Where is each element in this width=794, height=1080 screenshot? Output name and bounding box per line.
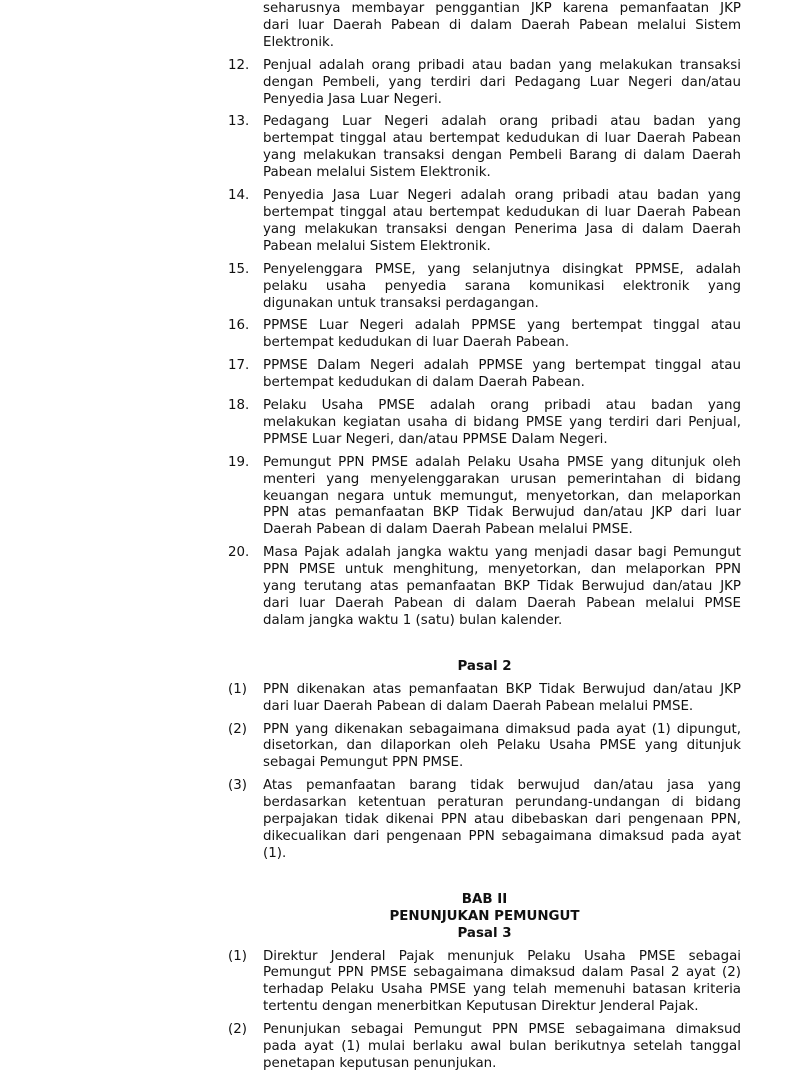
- text-line: Elektronik.: [263, 34, 335, 50]
- item-text: [263, 722, 741, 773]
- text-line: Penyedia Jasa Luar Negeri.: [263, 91, 442, 107]
- item-number: (3): [228, 778, 247, 794]
- item-number: 18.: [228, 398, 250, 414]
- item-number: (1): [228, 948, 247, 964]
- item-text: [263, 682, 741, 716]
- text-line: dari luar Daerah Pabean di dalam Daerah Pabean melalui Sistem: [263, 17, 741, 33]
- item-number: 16.: [228, 318, 250, 334]
- item-number: [228, 1, 263, 52]
- item-text: [263, 1022, 741, 1073]
- list-item: [228, 949, 741, 1017]
- text-line: disetorkan, dan dilaporkan oleh Pelaku Usaha PMSE yang ditunjuk: [263, 738, 741, 754]
- heading-line: PENUNJUKAN PEMUNGUT: [389, 908, 580, 924]
- text-line: bertempat tinggal atau bertempat kedudukan di luar Daerah Pabean: [263, 204, 741, 220]
- text-line: yang terutang atas pemanfaatan BKP Tidak Berwujud dan/atau JKP: [263, 579, 741, 595]
- text-line: PPN dikenakan atas pemanfaatan BKP Tidak Berwujud dan/atau JKP: [263, 681, 741, 697]
- list-item: [228, 358, 741, 392]
- item-number: 12.: [228, 57, 250, 73]
- text-line: dari luar Daerah Pabean di dalam Daerah Pabean melalui PMSE.: [263, 698, 694, 714]
- text-line: Masa Pajak adalah jangka waktu yang menjadi dasar bagi Pemungut: [263, 545, 741, 561]
- text-line: (1).: [263, 845, 287, 861]
- item-number: 15.: [228, 261, 250, 277]
- text-line: digunakan untuk transaksi perdagangan.: [263, 295, 539, 311]
- list-item: [228, 262, 741, 313]
- section-heading: [228, 892, 741, 943]
- text-line: bertempat tinggal atau bertempat kedudukan di luar Daerah Pabean: [263, 131, 741, 147]
- item-number: 20.: [228, 545, 250, 561]
- item-number: 19.: [228, 454, 250, 470]
- text-line: terhadap Pelaku Usaha PMSE yang telah memenuhi batasan kriteria: [263, 982, 741, 998]
- list-item: [228, 778, 741, 863]
- item-text: [263, 455, 741, 540]
- list-item: [228, 318, 741, 352]
- list-item: [228, 545, 741, 630]
- document-page: [228, 1, 741, 1073]
- item-number: 13.: [228, 114, 250, 130]
- text-line: melakukan kegiatan usaha di bidang PMSE yang terdiri dari Penjual,: [263, 414, 741, 430]
- text-line: Penyelenggara PMSE, yang selanjutnya disingkat PPMSE, adalah: [263, 261, 741, 277]
- list-item: [228, 722, 741, 773]
- list-item: [228, 682, 741, 716]
- text-line: Pabean melalui Sistem Elektronik.: [263, 238, 491, 254]
- text-line: PPMSE Luar Negeri adalah PPMSE yang bertempat tinggal atau: [263, 318, 741, 334]
- list-item: [228, 455, 741, 540]
- item-number: (2): [228, 1022, 247, 1038]
- item-text: [263, 398, 741, 449]
- item-text: [263, 262, 741, 313]
- text-line: dari luar Daerah Pabean di dalam Daerah Pabean melalui PMSE: [263, 596, 741, 611]
- section-heading: [228, 659, 741, 676]
- item-text: [263, 188, 741, 256]
- item-number: (2): [228, 721, 247, 737]
- text-line: bertempat kedudukan di luar Daerah Pabean.: [263, 335, 570, 351]
- text-line: Pabean melalui Sistem Elektronik.: [263, 165, 491, 181]
- text-line: Direktur Jenderal Pajak menunjuk Pelaku Usaha PMSE sebagai: [263, 948, 741, 964]
- item-text: [263, 949, 741, 1017]
- item-text: [263, 1, 741, 52]
- heading-line: Pasal 2: [457, 658, 512, 674]
- text-line: Penunjukan sebagai Pemungut PPN PMSE sebagaimana dimaksud: [263, 1022, 741, 1038]
- list-item: [228, 114, 741, 182]
- text-line: PPN PMSE untuk menghitung, menyetorkan, dan melaporkan PPN: [263, 562, 741, 578]
- item-text: [263, 114, 741, 182]
- list-item: [228, 188, 741, 256]
- text-line: dalam jangka waktu 1 (satu) bulan kalender.: [263, 612, 563, 628]
- item-text: [263, 545, 741, 630]
- text-line: Atas pemanfaatan barang tidak berwujud dan/atau jasa yang: [263, 778, 741, 794]
- item-number: 17.: [228, 358, 250, 374]
- text-line: tertentu dengan menerbitkan Keputusan Direktur Jenderal Pajak.: [263, 999, 699, 1015]
- text-line: Pemungut PPN PMSE adalah Pelaku Usaha PMSE yang ditunjuk oleh: [263, 454, 741, 470]
- text-line: berdasarkan ketentuan peraturan perundang-undangan di bidang: [263, 795, 741, 811]
- item-number: 14.: [228, 188, 250, 204]
- item-number: (1): [228, 681, 247, 697]
- text-line: seharusnya membayar penggantian JKP karena pemanfaatan JKP: [263, 1, 741, 16]
- item-text: [263, 778, 741, 863]
- text-line: Pedagang Luar Negeri adalah orang pribadi atau badan yang: [263, 114, 741, 130]
- item-text: [263, 358, 741, 392]
- text-line: Pelaku Usaha PMSE adalah orang pribadi atau badan yang: [263, 398, 741, 414]
- text-line: penetapan keputusan penunjukan.: [263, 1055, 497, 1071]
- text-line: PPN yang dikenakan sebagaimana dimaksud pada ayat (1) dipungut,: [263, 721, 741, 737]
- text-line: pada ayat (1) mulai berlaku awal bulan berikutnya setelah tanggal: [263, 1039, 741, 1055]
- text-line: Penyedia Jasa Luar Negeri adalah orang pribadi atau badan yang: [263, 188, 741, 204]
- text-line: yang melakukan transaksi dengan Pembeli Barang di dalam Daerah: [263, 148, 741, 164]
- text-line: yang melakukan transaksi dengan Penerima Jasa di dalam Daerah: [263, 221, 741, 237]
- text-line: dikecualikan dari pengenaan PPN sebagaimana dimaksud pada ayat: [263, 828, 741, 844]
- heading-line: BAB II: [461, 891, 508, 907]
- list-item: [228, 1022, 741, 1073]
- list-item: [228, 398, 741, 449]
- list-item: [228, 58, 741, 109]
- text-line: menteri yang menyelenggarakan urusan pemerintahan di bidang: [263, 471, 741, 487]
- text-line: dengan Pembeli, yang terdiri dari Pedagang Luar Negeri dan/atau: [263, 74, 741, 90]
- text-line: keuangan negara untuk memungut, menyetorkan, dan melaporkan: [263, 488, 741, 504]
- text-line: sebagai Pemungut PPN PMSE.: [263, 755, 464, 771]
- text-line: PPN atas pemanfaatan BKP Tidak Berwujud dan/atau JKP dari luar: [263, 505, 741, 521]
- text-line: Penjual adalah orang pribadi atau badan yang melakukan transaksi: [263, 57, 741, 73]
- item-text: [263, 318, 741, 352]
- list-item: [228, 1, 741, 52]
- text-line: perpajakan tidak dikenai PPN atau dibebaskan dari pengenaan PPN,: [263, 812, 741, 828]
- text-line: PPMSE Dalam Negeri adalah PPMSE yang bertempat tinggal atau: [263, 358, 741, 374]
- text-line: Pemungut PPN PMSE sebagaimana dimaksud dalam Pasal 2 ayat (2): [263, 965, 741, 981]
- text-line: pelaku usaha penyedia sarana komunikasi elektronik yang: [263, 278, 741, 294]
- item-text: [263, 58, 741, 109]
- heading-line: Pasal 3: [457, 925, 512, 941]
- text-line: PPMSE Luar Negeri, dan/atau PPMSE Dalam Negeri.: [263, 431, 608, 447]
- text-line: Daerah Pabean di dalam Daerah Pabean melalui PMSE.: [263, 522, 633, 538]
- text-line: bertempat kedudukan di dalam Daerah Pabean.: [263, 375, 585, 391]
